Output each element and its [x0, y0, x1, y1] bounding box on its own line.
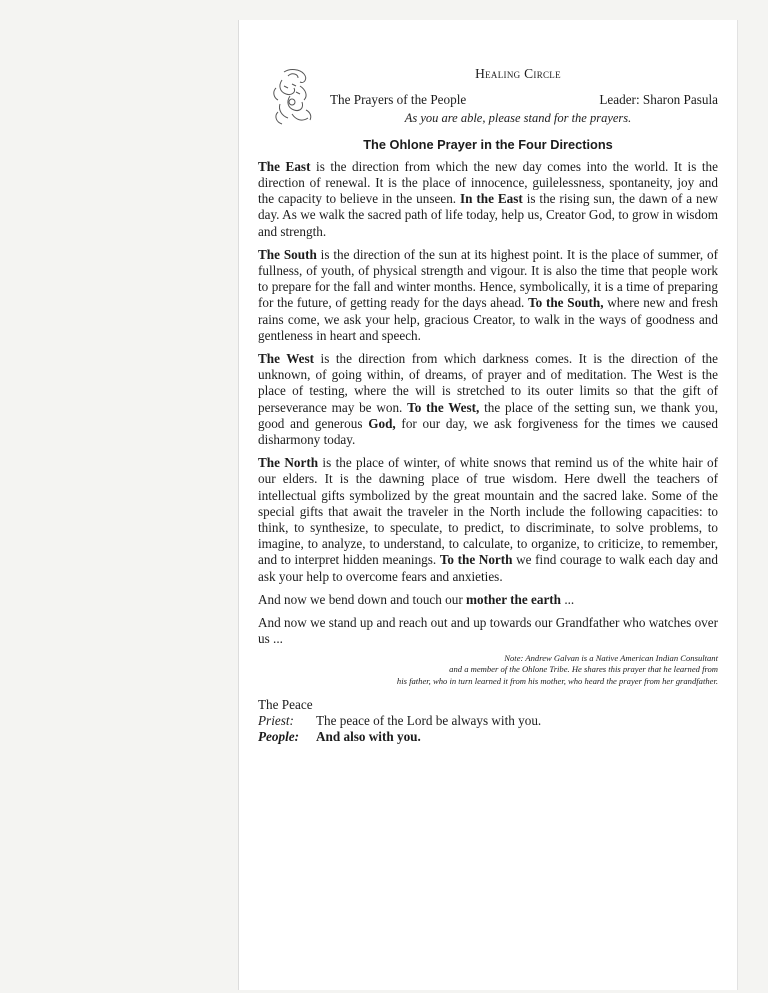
north-paragraph: The North is the place of winter, of white snows that remind us of the white hair of our elders. It is the dawning place of true wisdom. Here dwell the teachers of intellectual gifts symbolized by the great mountain and the sacred lake. Some of the special gifts that await the traveler in the North include the following capacities: to think, to synthesize, to speculate, to predict, to discriminate, to solve problems, to imagine, to analyze, to understand, to calculate, to organize, to criticize, to remember, and to interpret hidden meanings. To the North we find courage to walk each day and ask your help to overcome fears and anxieties.	[258, 455, 718, 584]
section-header-row	[330, 92, 718, 108]
stand-instruction: As you are able, please stand for the prayers.	[404, 111, 632, 126]
south-paragraph: The South is the direction of the sun at its highest point. It is the place of summer, of fullness, of youth, of physical strength and vigour. It is also the time that people work to prepare for the fall and winter months. Hence, symbolically, it is a time of preparing for the future, of getting ready for the days ahead. To the South, where new and fresh rains come, we ask your help, gracious Creator, to walk in the ways of goodness and gentleness in heart and speech.	[258, 246, 719, 343]
page-title: Healing Circle	[475, 66, 561, 81]
priest-text: The peace of the Lord be always with you.	[316, 713, 542, 729]
attribution-note: Note: Andrew Galvan is a Native American Indian Consultant and a member of the Ohlone Tribe. He shares this prayer that he learned from his father, who in turn learned it from his mother, who heard the prayer from her grandfather.	[396, 652, 718, 686]
peace-title: The Peace	[258, 697, 313, 712]
priest-label: Priest:	[258, 713, 294, 729]
leader-name: Leader: Sharon Pasula	[599, 92, 718, 108]
prayer-heading: The Ohlone Prayer in the Four Directions	[363, 136, 613, 152]
bulletin-content	[258, 60, 718, 746]
east-paragraph: The East is the direction from which the new day comes into the world. It is the direction of renewal. It is the place of innocence, guilelessness, spontaneity, joy and the capacity to believe in the unseen. In the East is the rising sun, the dawn of a new day. As we walk the sacred path of life today, help us, Creator God, to grow in wisdom and strength.	[258, 158, 718, 239]
earth-paragraph: And now we bend down and touch our mother the earth ...	[258, 591, 575, 607]
priest-line	[258, 713, 718, 729]
people-text: And also with you.	[316, 729, 421, 745]
section-name: The Prayers of the People	[330, 92, 467, 108]
people-label: People:	[258, 729, 300, 745]
people-line	[258, 729, 718, 745]
sky-paragraph: And now we stand up and reach out and up towards our Grandfather who watches over us ...	[258, 615, 718, 647]
west-paragraph: The West is the direction from which darkness comes. It is the direction of the unknown, of going within, of dreams, of prayer and of meditation. The West is the place of testing, where the will is stretched to its outer limits so that the gift of perseverance may be won. To the West, the place of the setting sun, we thank you, good and generous God, for our day, we ask forgiveness for the times we caused disharmony today.	[258, 351, 718, 448]
